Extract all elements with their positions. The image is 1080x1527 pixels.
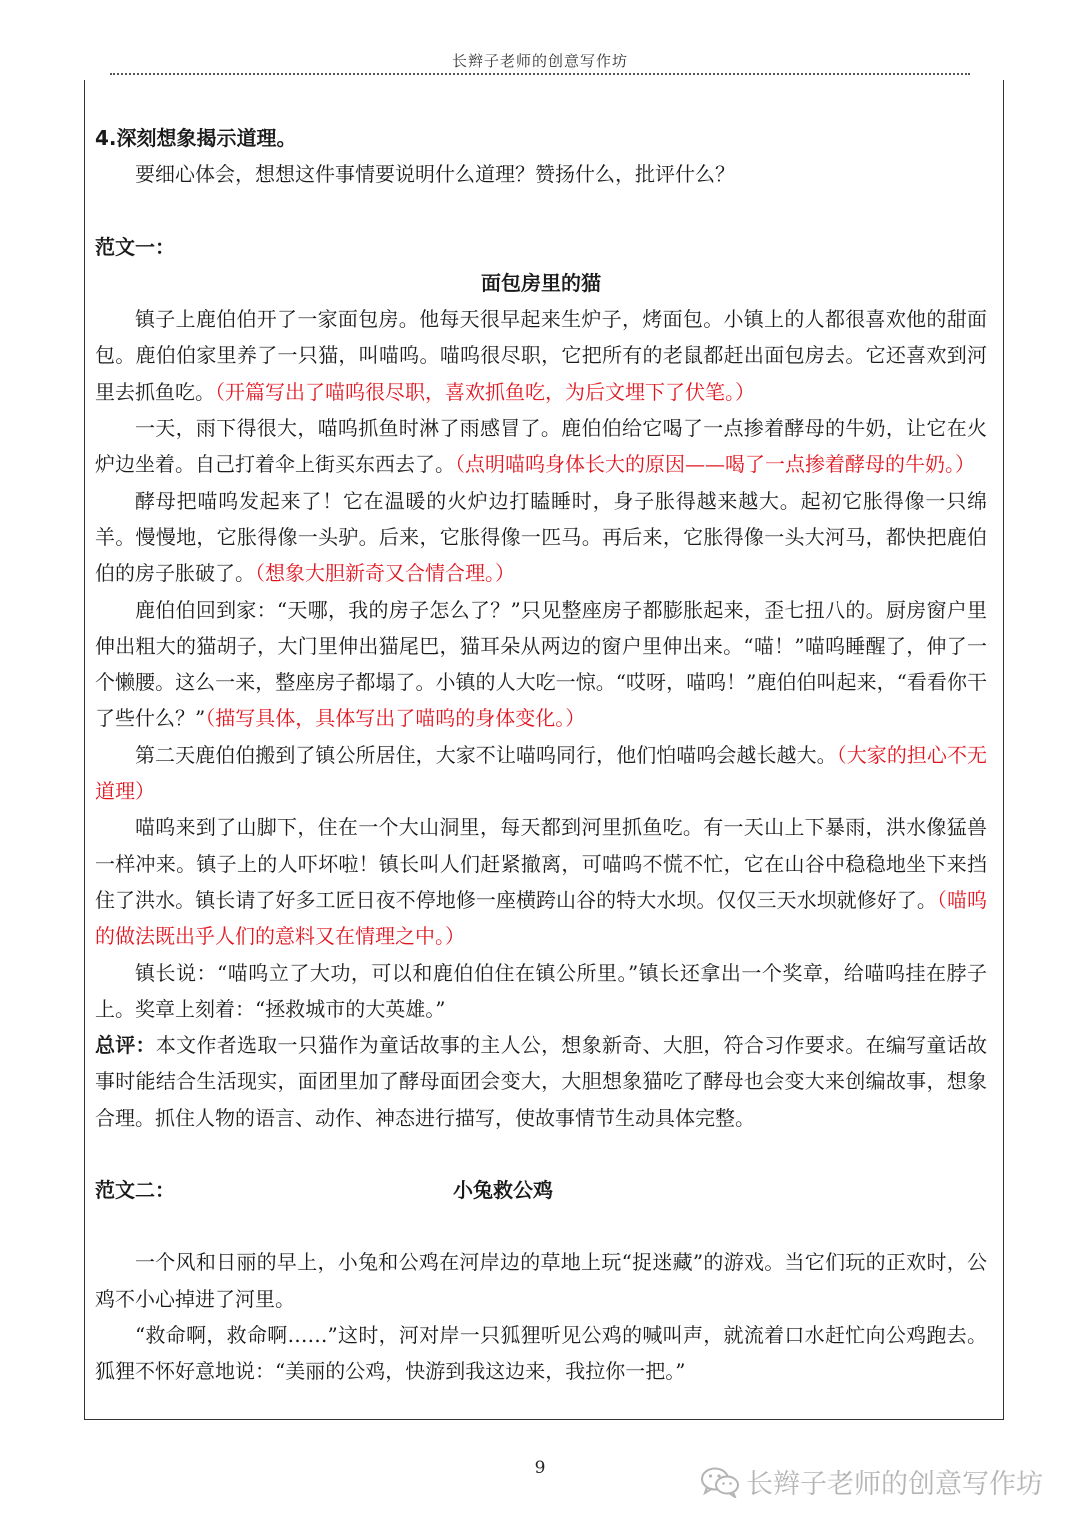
- paragraph-text: 镇长说：“喵呜立了大功，可以和鹿伯伯住在镇公所里。”镇长还拿出一个奖章，给喵呜挂在脖子上。奖章上刻着：“拯救城市的大英雄。”: [95, 960, 987, 1021]
- essay2-title: 小兔救公鸡: [453, 1178, 553, 1203]
- section-heading: 4.深刻想象揭示道理。: [95, 126, 297, 150]
- essay1-label: 范文一：: [95, 234, 175, 259]
- review-label: 总评：: [95, 1033, 156, 1058]
- spacer: [95, 1208, 987, 1244]
- header-divider: [110, 73, 970, 75]
- paragraph-text: 第二天鹿伯伯搬到了镇公所居住，大家不让喵呜同行，他们怕喵呜会越长越大。: [135, 742, 837, 767]
- annotation-note: （大家的担心不无道理）: [95, 742, 988, 804]
- page-header-title: 长辫子老师的创意写作坊: [451, 52, 628, 70]
- essay1-paragraph: [95, 483, 987, 592]
- essay2-paragraph: “救命啊，救命啊……”这时，河对岸一只狐狸听见公鸡的喊叫声，就流着口水赶忙向公鸡跑去。狐狸不怀好意地说：“美丽的公鸡，快游到我这边来，我拉你一把。”: [95, 1322, 987, 1384]
- paragraph-text: 酵母把喵呜发起来了！它在温暖的火炉边打瞌睡时，身子胀得越来越大。起初它胀得像一只绵羊。慢慢地，它胀得像一头驴。后来，它胀得像一匹马。再后来，它胀得像一头大河马，都快把鹿伯伯的房子胀破了。: [95, 488, 987, 586]
- spacer: [95, 193, 987, 229]
- essay1-title: 面包房里的猫: [481, 270, 601, 295]
- page-number: 9: [534, 1458, 546, 1478]
- essay2-heading-row: [95, 1172, 987, 1208]
- wechat-icon: [700, 1466, 740, 1498]
- watermark-text: 长辫子老师的创意写作坊: [746, 1469, 1043, 1500]
- paragraph-text: 鹿伯伯回到家：“天哪，我的房子怎么了？”只见整座房子都膨胀起来，歪七扭八的。厨房窗户里伸出粗大的猫胡子，大门里伸出猫尾巴，猫耳朵从两边的窗户里伸出来。“喵！”喵呜睡醒了，伸了一个懒腰。这么一来，整座房子都塌了。小镇的人大吃一惊。“哎呀，喵呜！”鹿伯伯叫起来，“看看你干了些什么？”: [95, 597, 987, 731]
- annotation-note: （点明喵呜身体长大的原因——喝了一点掺着酵母的牛奶。）: [455, 452, 975, 477]
- essay1-paragraph: [95, 410, 987, 483]
- essay1-paragraph: [95, 301, 987, 410]
- paragraph-text: 喵呜来到了山脚下，住在一个大山洞里，每天都到河里抓鱼吃。有一天山上下暴雨，洪水像猛兽一样冲来。镇子上的人吓坏啦！镇长叫人们赶紧撤离，可喵呜不慌不忙，它在山谷中稳稳地坐下来挡住了洪水。镇长请了好多工匠日夜不停地修一座横跨山谷的特大水坝。仅仅三天水坝就修好了。: [95, 815, 987, 912]
- essay2-label: 范文二：: [95, 1178, 175, 1203]
- essay1-paragraph: [95, 809, 987, 954]
- essay1-paragraph: [95, 737, 987, 810]
- essay1-paragraph: [95, 592, 987, 737]
- review-text: 本文作者选取一只猫作为童话故事的主人公，想象新奇、大胆，符合习作要求。在编写童话故事时能结合生活现实，面团里加了酵母面团会变大，大胆想象猫吃了酵母也会变大来创编故事，想象合理。抓住人物的语言、动作、神态进行描写，使故事情节生动具体完整。: [95, 1033, 988, 1130]
- essay1-review: [95, 1027, 987, 1136]
- essay1-paragraph: [95, 955, 987, 1028]
- annotation-note: （描写具体，具体写出了喵呜的身体变化。）: [205, 706, 586, 731]
- essay2-paragraph: 一个风和日丽的早上，小兔和公鸡在河岸边的草地上玩“捉迷藏”的游戏。当它们玩的正欢时，公鸡不小心掉进了河里。: [95, 1250, 987, 1311]
- annotation-note: （喵呜的做法既出乎人们的意料又在情理之中。）: [95, 887, 988, 949]
- paragraph-text: 镇子上鹿伯伯开了一家面包房。他每天很早起来生炉子，烤面包。小镇上的人都很喜欢他的甜面包。鹿伯伯家里养了一只猫，叫喵呜。喵呜很尽职，它把所有的老鼠都赶出面包房去。它还喜欢到河里去抓鱼吃。: [95, 307, 987, 404]
- annotation-note: （想象大胆新奇又合情合理。）: [255, 561, 515, 586]
- annotation-note: （开篇写出了喵呜很尽职，喜欢抓鱼吃，为后文埋下了伏笔。）: [215, 379, 755, 404]
- spacer: [95, 1136, 987, 1172]
- section-text: 要细心体会，想想这件事情要说明什么道理？赞扬什么，批评什么？: [135, 162, 735, 187]
- document-body: [95, 120, 987, 1390]
- paragraph-text: 一天，雨下得很大，喵呜抓鱼时淋了雨感冒了。鹿伯伯给它喝了一点掺着酵母的牛奶，让它在火炉边坐着。自己打着伞上街买东西去了。: [95, 416, 987, 477]
- watermark: [700, 1462, 1043, 1501]
